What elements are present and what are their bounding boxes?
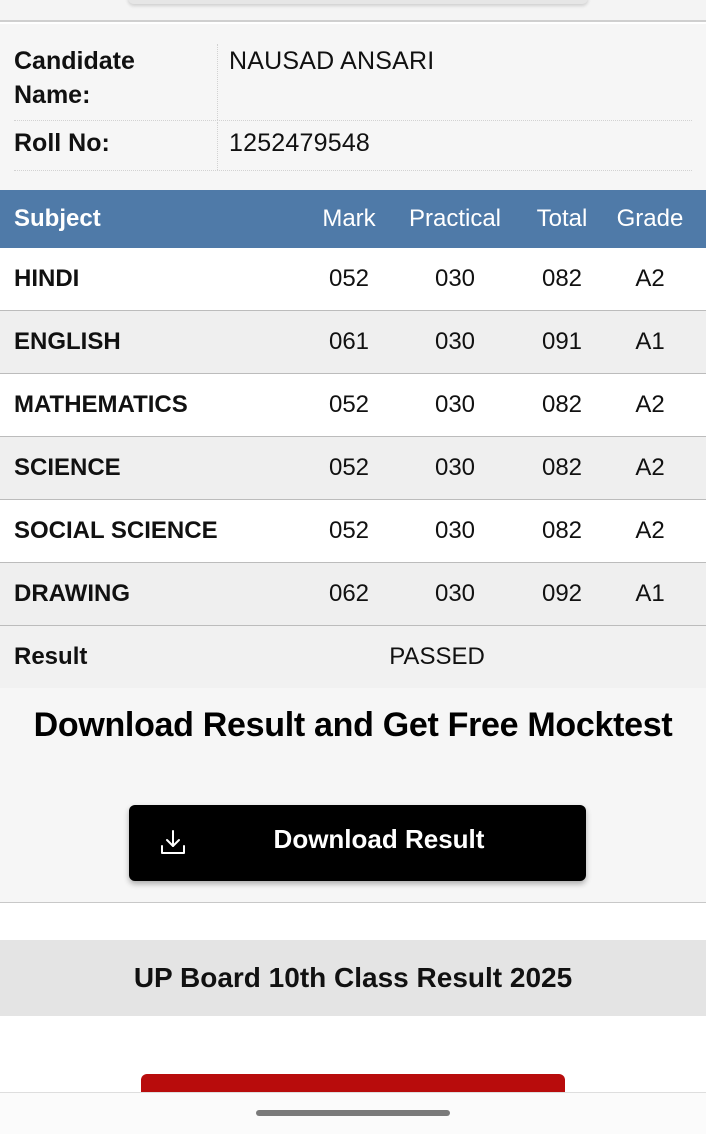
grade-cell: A2 (635, 454, 665, 481)
practical-cell: 030 (434, 391, 476, 418)
download-section (0, 688, 706, 903)
header-grade: Grade (616, 205, 684, 232)
practical-cell: 030 (434, 517, 476, 544)
download-heading: Download Result and Get Free Mocktest (33, 706, 673, 744)
grade-cell: A2 (635, 265, 665, 292)
home-indicator[interactable] (256, 1110, 450, 1116)
table-row (0, 248, 706, 311)
candidate-name-label: Candidate Name: (14, 47, 135, 109)
grade-cell: A1 (635, 580, 665, 607)
header-practical: Practical (408, 205, 502, 232)
marks-table (0, 190, 706, 689)
grade-cell: A2 (635, 391, 665, 418)
subject-cell: SCIENCE (14, 454, 121, 481)
mark-cell: 052 (328, 517, 370, 544)
mark-cell: 052 (328, 265, 370, 292)
practical-cell: 030 (434, 454, 476, 481)
roll-no-label: Roll No: (14, 129, 110, 157)
subject-cell: ENGLISH (14, 328, 121, 355)
grade-cell: A1 (635, 328, 665, 355)
mark-cell: 052 (328, 454, 370, 481)
result-value: PASSED (389, 643, 485, 670)
total-cell: 082 (541, 391, 583, 418)
up-board-result-banner[interactable] (0, 940, 706, 1016)
mark-cell: 052 (328, 391, 370, 418)
table-row (0, 437, 706, 500)
header-total: Total (536, 205, 588, 232)
banner-title: UP Board 10th Class Result 2025 (133, 962, 573, 993)
result-row (0, 626, 706, 689)
mark-cell: 061 (328, 328, 370, 355)
practical-cell: 030 (434, 580, 476, 607)
download-result-button[interactable] (129, 805, 586, 881)
practical-cell: 030 (434, 265, 476, 292)
header-subject: Subject (14, 205, 101, 232)
grade-cell: A2 (635, 517, 665, 544)
total-cell: 082 (541, 454, 583, 481)
total-cell: 082 (541, 517, 583, 544)
total-cell: 082 (541, 265, 583, 292)
result-label: Result (14, 643, 88, 670)
subject-cell: SOCIAL SCIENCE (14, 517, 218, 544)
total-cell: 092 (541, 580, 583, 607)
practical-cell: 030 (434, 328, 476, 355)
total-cell: 091 (541, 328, 583, 355)
roll-no-value: 1252479548 (217, 122, 370, 170)
download-result-label: Download Result (273, 824, 485, 854)
roll-no-row (14, 122, 692, 171)
header-mark: Mark (322, 205, 376, 232)
top-card-edge (128, 0, 588, 4)
download-icon (157, 827, 189, 859)
table-row (0, 500, 706, 563)
mark-cell: 062 (328, 580, 370, 607)
table-row (0, 374, 706, 437)
subject-cell: DRAWING (14, 580, 130, 607)
top-strip (0, 0, 706, 22)
table-header (0, 190, 706, 248)
subject-cell: HINDI (14, 265, 80, 292)
navigation-bar (0, 1092, 706, 1134)
table-row (0, 563, 706, 626)
table-row (0, 311, 706, 374)
candidate-info (0, 24, 706, 191)
candidate-name-row (14, 44, 692, 121)
candidate-name-value: NAUSAD ANSARI (217, 44, 434, 120)
subject-cell: MATHEMATICS (14, 391, 188, 418)
